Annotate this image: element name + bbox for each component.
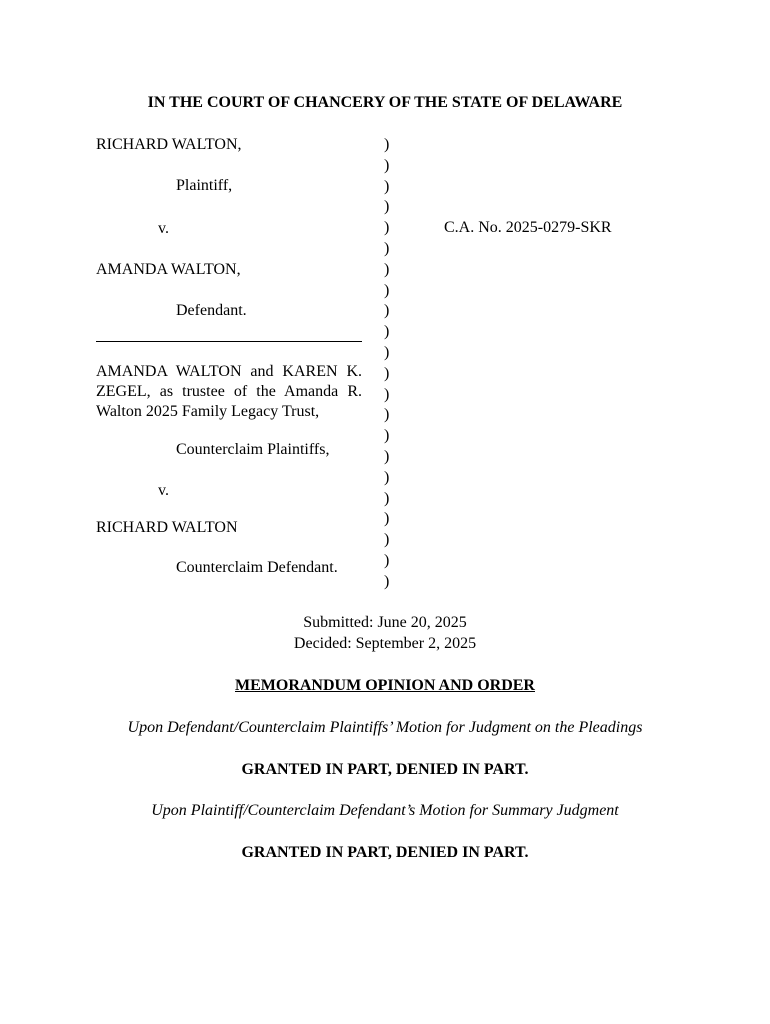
caption-paren: ) [384, 302, 390, 320]
caption-paren: ) [384, 260, 390, 278]
caption-paren: ) [384, 406, 390, 424]
caption-paren: ) [384, 572, 390, 590]
ruling-outcome: GRANTED IN PART, DENIED IN PART. [241, 844, 529, 861]
caption-paren: ) [384, 156, 390, 174]
ruling-outcome: GRANTED IN PART, DENIED IN PART. [241, 761, 529, 778]
court-title: IN THE COURT OF CHANCERY OF THE STATE OF DELAWARE [147, 94, 623, 111]
opinion-heading: MEMORANDUM OPINION AND ORDER [235, 677, 535, 694]
caption-paren: ) [384, 281, 390, 299]
caption-paren: ) [384, 343, 390, 361]
defendant-role: Defendant. [176, 302, 247, 319]
caption-divider [96, 341, 362, 342]
caption-paren: ) [384, 239, 390, 257]
defendant-name: AMANDA WALTON, [96, 261, 241, 278]
caption-paren-column [384, 135, 398, 593]
motion-title: Upon Plaintiff/Counterclaim Defendant’s Motion for Summary Judgment [151, 802, 619, 819]
motion-title: Upon Defendant/Counterclaim Plaintiffs’ Motion for Judgment on the Pleadings [127, 719, 643, 736]
versus-label: v. [158, 482, 169, 499]
caption-paren: ) [384, 531, 390, 549]
caption-paren: ) [384, 427, 390, 445]
counterclaim-plaintiffs: AMANDA WALTON and KAREN K. ZEGEL, as trustee of the Amanda R. Walton 2025 Family Legacy Trust, [96, 363, 362, 420]
caption-paren: ) [384, 219, 390, 237]
caption-paren: ) [384, 489, 390, 507]
submitted-date: Submitted: June 20, 2025 [303, 614, 467, 631]
caption-paren: ) [384, 447, 390, 465]
caption-paren: ) [384, 551, 390, 569]
caption-paren: ) [384, 468, 390, 486]
decided-date: Decided: September 2, 2025 [293, 635, 477, 652]
caption-paren: ) [384, 323, 390, 341]
counterclaim-defendant-role: Counterclaim Defendant. [176, 559, 338, 576]
caption-paren: ) [384, 385, 390, 403]
plaintiff-role: Plaintiff, [176, 177, 233, 194]
versus-label: v. [158, 220, 169, 237]
plaintiff-name: RICHARD WALTON, [96, 136, 242, 153]
caption-paren: ) [384, 364, 390, 382]
counterclaim-plaintiffs-role: Counterclaim Plaintiffs, [176, 441, 330, 458]
caption-paren: ) [384, 177, 390, 195]
case-number: C.A. No. 2025-0279-SKR [444, 219, 612, 236]
caption-paren: ) [384, 510, 390, 528]
caption-paren: ) [384, 198, 390, 216]
counterclaim-defendant-name: RICHARD WALTON [96, 519, 238, 536]
caption-paren: ) [384, 136, 390, 153]
